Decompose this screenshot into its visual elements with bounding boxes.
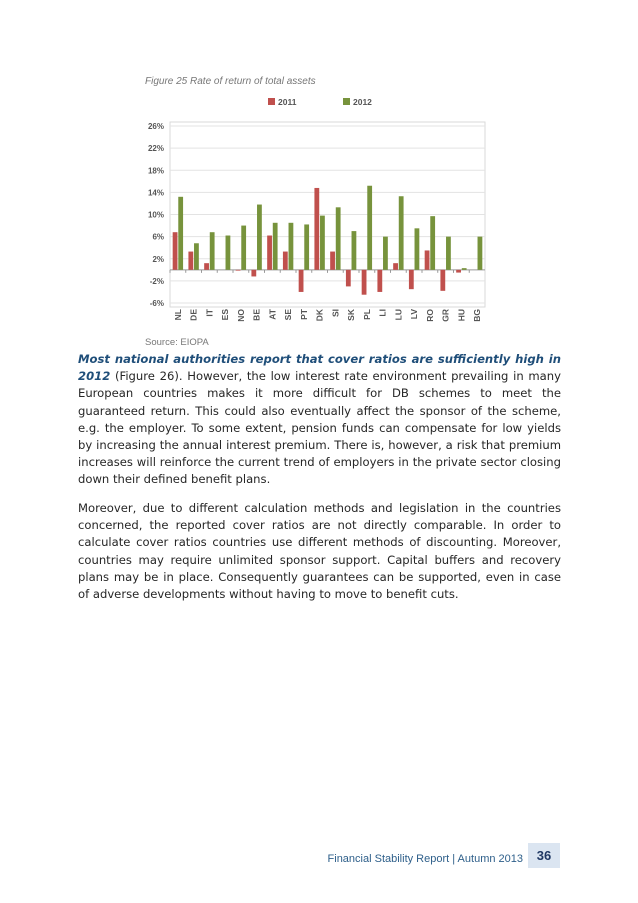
x-tick-label-de: DE <box>188 309 199 321</box>
bar-2011-pt <box>299 270 304 292</box>
y-tick-label: -2% <box>149 276 164 286</box>
y-tick-label: 10% <box>147 210 164 220</box>
x-tick-label-no: NO <box>235 309 246 322</box>
bar-2012-no <box>241 226 246 270</box>
legend-swatch-2011 <box>268 98 275 105</box>
figure-source: Source: EIOPA <box>145 337 209 348</box>
figure-caption: Figure 25 Rate of return of total assets <box>145 76 316 87</box>
bar-2012-dk <box>320 216 325 270</box>
x-tick-label-pl: PL <box>361 309 372 320</box>
bar-2011-lu <box>393 263 398 270</box>
y-tick-label: 26% <box>147 122 164 131</box>
bar-2012-li <box>383 237 388 270</box>
bar-2012-it <box>210 232 215 270</box>
x-tick-label-be: BE <box>251 309 262 321</box>
y-tick-label: 6% <box>152 232 164 242</box>
bar-2011-no <box>236 270 241 271</box>
bar-2012-bg <box>478 237 483 270</box>
y-tick-label: 18% <box>147 166 164 176</box>
x-tick-label-pt: PT <box>298 309 309 320</box>
x-tick-label-si: SI <box>330 309 341 318</box>
x-tick-label-dk: DK <box>314 309 325 322</box>
bar-2012-sk <box>352 231 357 270</box>
bar-2012-se <box>289 223 294 270</box>
x-tick-label-at: AT <box>267 309 278 320</box>
x-tick-label-lu: LU <box>393 309 404 321</box>
bar-2011-dk <box>314 188 319 270</box>
bar-2011-si <box>330 252 335 270</box>
bar-2012-ro <box>430 216 435 270</box>
legend-swatch-2012 <box>343 98 350 105</box>
bar-2011-sk <box>346 270 351 287</box>
x-tick-label-gr: GR <box>440 309 451 322</box>
rate-of-return-chart <box>0 0 638 340</box>
bar-2011-gr <box>440 270 445 291</box>
paragraph-calculation-methods: Moreover, due to different calculation methods and legislation in the countries concerned, the reported cover ratios are not directly comparable. In order to calculate cover ratios countries use different methods of discounting. Moreover, countries may require unlimited sponsor support. Capital buffers and recovery plans may be in place. Consequently guarantees can be supported, even in case of adverse developments without having to move to benefit cuts. <box>78 501 561 602</box>
bar-2012-at <box>273 223 278 270</box>
x-tick-label-ro: RO <box>424 309 435 322</box>
page-number: 36 <box>528 843 560 868</box>
bar-2011-ro <box>425 250 430 269</box>
bar-2012-nl <box>178 197 183 270</box>
bar-2011-li <box>377 270 382 292</box>
x-tick-label-bg: BG <box>472 309 483 322</box>
legend-label-2012: 2012 <box>353 97 372 107</box>
bar-2012-hu <box>462 268 467 270</box>
y-tick-label: -6% <box>149 299 164 308</box>
footer-title: Financial Stability Report | Autumn 2013 <box>327 853 523 865</box>
x-tick-label-hu: HU <box>456 309 467 322</box>
x-tick-label-it: IT <box>204 309 215 317</box>
bar-2011-pl <box>362 270 367 295</box>
bar-2011-se <box>283 252 288 270</box>
x-tick-label-li: LI <box>377 309 388 317</box>
bar-2011-lv <box>409 270 414 289</box>
bar-2011-it <box>204 263 209 270</box>
x-tick-label-es: ES <box>220 309 231 321</box>
y-tick-label: 2% <box>152 254 164 264</box>
bar-2011-be <box>251 270 256 277</box>
x-tick-label-sk: SK <box>346 309 357 321</box>
bar-2011-at <box>267 236 272 270</box>
bar-2012-lv <box>415 228 420 269</box>
bar-2011-hu <box>456 270 461 273</box>
x-tick-label-se: SE <box>283 309 294 321</box>
bar-2012-pl <box>367 186 372 270</box>
bar-2012-pt <box>304 224 309 269</box>
paragraph-text: (Figure 26). However, the low interest rate environment prevailing in many European countries makes it more difficult for DB schemes to meet the guaranteed return. This could also eventually affect the sponsor of the scheme, e.g. the employer. To some extent, pension funds can compensate for low yields by increasing the annual interest premium. There is, however, a risk that premium increases will reinforce the current trend of employers in the private sector closing down their defined benefit plans. <box>78 369 561 487</box>
x-tick-label-lv: LV <box>409 309 420 320</box>
bar-2011-nl <box>173 232 178 270</box>
bar-2012-si <box>336 207 341 270</box>
bar-2012-gr <box>446 237 451 270</box>
bar-2012-es <box>226 236 231 270</box>
paragraph-lead: Most national authorities report that cover ratios are sufficiently high in 2012 <box>78 352 561 384</box>
legend-label-2011: 2011 <box>278 97 297 107</box>
bar-2011-de <box>188 252 193 270</box>
y-tick-label: 14% <box>147 188 164 198</box>
bar-2012-de <box>194 243 199 270</box>
y-tick-label: 22% <box>147 144 164 154</box>
bar-2012-lu <box>399 196 404 270</box>
x-tick-label-nl: NL <box>172 309 183 321</box>
paragraph-cover-ratios <box>78 351 561 489</box>
bar-2012-be <box>257 205 262 270</box>
